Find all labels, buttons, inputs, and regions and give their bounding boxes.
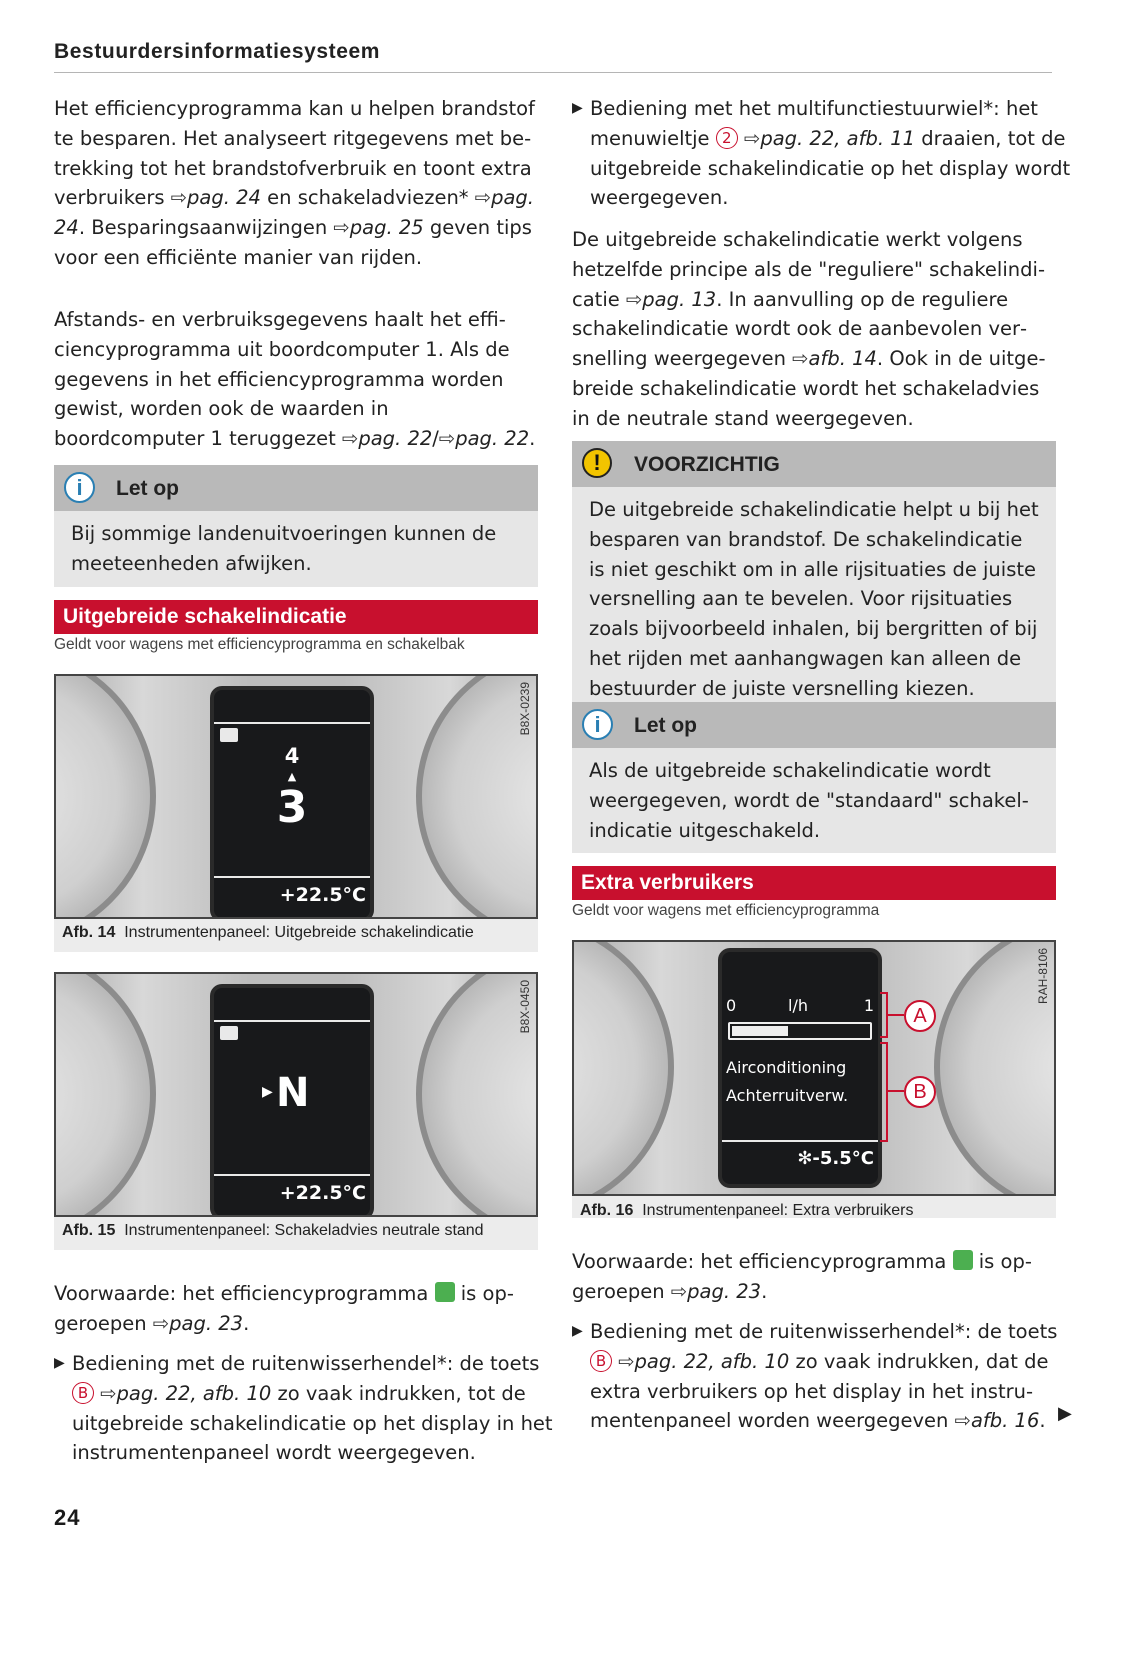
page-ref-link[interactable]: afb. 14 [808, 347, 877, 371]
figure-14 [54, 674, 538, 952]
note-body: Bij sommige landenuitvoeringen kunnen de meeteenheden afwijken. [71, 522, 497, 575]
key-2-icon: 2 [716, 127, 738, 149]
note-header [572, 702, 1056, 748]
caution-body: De uitgebreide schakelindicatie helpt u bij het besparen van brandstof. De schakelindicatie is niet geschikt om in alle rijsituaties de juiste versnelling aan te bevelen. Voor rijsituaties zoals bijvoorbeeld inhalen, bij bergritten of bij het rijden met aanhangwagen kan alleen de bestuurder de juiste versnelling kiezen. [589, 498, 1039, 700]
instruction-bullet [572, 94, 1074, 213]
text: en schakeladviezen* [260, 186, 475, 210]
arrow-icon: ⇨ [625, 287, 643, 311]
note-title: Let op [116, 477, 179, 500]
bracket-a [880, 992, 888, 1038]
caution-title: VOORZICHTIG [634, 453, 780, 476]
figure-code: B8X-0450 [518, 980, 532, 1034]
text: Voorwaarde: het efficiencyprogramma [572, 1250, 953, 1273]
figure-caption [62, 1222, 484, 1240]
consumer-item: Achterruitverw. [726, 1086, 849, 1105]
text: . Ook in de uitgebreide schakelindicatie wordt het schakeladvies in de neutrale stand weergegeven. [572, 347, 1046, 430]
page-ref-link[interactable]: pag. 23 [687, 1279, 762, 1303]
text: . Besparingsaanwijzingen [78, 216, 334, 240]
page-ref-link[interactable]: pag. 22, afb. 11 [760, 126, 916, 150]
caution-box [572, 441, 1056, 712]
text: zo vaak indrukken, tot de uitgebreide schakelindicatie op het display in het instrumentenpaneel wordt weergegeven. [72, 1381, 553, 1465]
header-title: Bestuurdersinformatiesysteem [54, 40, 381, 63]
outside-temperature: +22.5°C [279, 884, 366, 906]
efficiency-program-icon [953, 1250, 973, 1270]
page-ref-link[interactable]: pag. 13 [642, 287, 717, 311]
text: . [761, 1279, 768, 1303]
note-box [572, 702, 1056, 853]
running-header [54, 38, 1052, 73]
display-divider [214, 876, 370, 878]
scale-unit: l/h [788, 996, 808, 1015]
figure-caption [580, 1202, 913, 1220]
figure-code: RAH-8106 [1036, 948, 1050, 1005]
caption-text: Instrumentenpaneel: Uitgebreide schakelindicatie [124, 924, 474, 941]
current-gear: N [276, 1070, 310, 1116]
arrow-icon: ⇨ [100, 1381, 117, 1405]
note-header [54, 465, 538, 511]
text: Bediening met de ruitenwisserhendel*: de toets [72, 1352, 540, 1375]
instrument-panel-image [54, 674, 538, 919]
note-title: Let op [634, 714, 697, 737]
key-b-icon: B [590, 1350, 612, 1372]
figure-15 [54, 972, 538, 1250]
caution-header [572, 441, 1056, 487]
page-ref-link[interactable]: pag. 22, afb. 10 [116, 1381, 272, 1405]
arrow-icon: ⇨ [333, 216, 350, 240]
page-ref-link[interactable]: pag. 22 [358, 427, 433, 451]
text: is opgeroepen [572, 1250, 1032, 1303]
precondition-paragraph [54, 1279, 538, 1339]
page-ref-link[interactable]: pag. 25 [349, 216, 424, 240]
efficiency-program-icon [435, 1282, 455, 1302]
instrument-panel-image [572, 940, 1056, 1196]
text: is opgeroepen [54, 1282, 514, 1335]
text: . [243, 1311, 250, 1335]
current-gear: 3 [276, 782, 308, 833]
callout-b: B [904, 1076, 936, 1108]
consumer-item: Airconditioning [726, 1058, 847, 1077]
figure-label: Afb. 15 [62, 1222, 116, 1239]
efficiency-icon [220, 728, 238, 742]
note-box [54, 465, 538, 587]
leader-line [888, 1090, 904, 1092]
leader-line [888, 1014, 904, 1016]
text: Bediening met de ruitenwisserhendel*: de toets [590, 1320, 1058, 1343]
outside-temperature: +22.5°C [279, 1182, 366, 1204]
arrow-icon: ⇨ [792, 347, 809, 371]
display-divider [214, 722, 370, 724]
arrow-icon: ⇨ [743, 126, 761, 150]
principle-paragraph [572, 225, 1056, 434]
text: . [529, 427, 536, 451]
text: Het efficiencyprogramma kan u helpen brandstof te besparen. Het analyseert ritgegevens met betrekking tot het brandstofverbruik en toont extra verbruikers [54, 97, 535, 210]
page-ref-link[interactable]: pag. 24 [54, 186, 534, 240]
text: Bediening met het multifunctiestuurwiel*: het menuwieltje [590, 97, 1038, 150]
section-subtitle: Geldt voor wagens met efficiencyprogramma en schakelbak [54, 636, 465, 653]
arrow-icon: ⇨ [670, 1279, 688, 1303]
gear-up-arrow-icon: ▲ [287, 770, 297, 783]
arrow-icon: ⇨ [342, 427, 359, 451]
text: . In aanvulling op de reguliere schakelindicatie wordt ook de aanbevolen versnelling weergegeven [572, 287, 1028, 371]
continue-arrow-icon: ▶ [1058, 1403, 1072, 1424]
arrow-icon: ⇨ [438, 427, 456, 451]
consumption-bar-fill [732, 1026, 788, 1036]
intro-paragraph [54, 94, 538, 273]
bullet-icon: ▶ [572, 1323, 583, 1339]
section-title: Uitgebreide schakelindicatie [54, 600, 538, 634]
text: zo vaak indrukken, dat de extra verbruikers op het display in het instrumentenpaneel worden weergegeven [590, 1349, 1049, 1433]
separator: / [432, 427, 439, 451]
callout-a: A [904, 1000, 936, 1032]
text: draaien, tot de uitgebreide schakelindicatie op het display wordt weergegeven. [590, 126, 1071, 210]
caption-text: Instrumentenpaneel: Extra verbruikers [642, 1202, 914, 1219]
arrow-icon: ⇨ [474, 186, 492, 210]
arrow-icon: ⇨ [152, 1311, 170, 1335]
precondition-paragraph [572, 1247, 1056, 1307]
text: Afstands- en verbruiksgegevens haalt het efficiencyprogramma uit boordcomputer 1. Als de gegevens in het efficiencyprogramma worden gewist, worden ook de waarden in boordcomputer 1 teruggezet [54, 308, 510, 451]
driver-display [210, 984, 374, 1217]
outside-temperature: ✻-5.5°C [797, 1148, 874, 1169]
page-ref-link[interactable]: pag. 22 [455, 427, 530, 451]
page-ref-link[interactable]: pag. 23 [169, 1311, 244, 1335]
bracket-b [880, 1042, 888, 1142]
page-ref-link[interactable]: pag. 22, afb. 10 [634, 1349, 790, 1373]
bullet-icon: ▶ [54, 1355, 65, 1371]
page-number: 24 [54, 1505, 81, 1530]
figure-label: Afb. 16 [580, 1202, 634, 1219]
instruction-bullet [54, 1349, 556, 1468]
efficiency-icon [220, 1026, 238, 1040]
arrow-icon: ⇨ [618, 1349, 635, 1373]
reset-paragraph [54, 305, 538, 454]
text: . [1039, 1409, 1046, 1433]
left-gauge [572, 940, 674, 1196]
figure-label: Afb. 14 [62, 924, 116, 941]
driver-display [718, 948, 882, 1188]
recommended-gear: 4 [284, 744, 300, 768]
display-divider [722, 1140, 878, 1142]
key-b-icon: B [72, 1382, 94, 1404]
figure-caption [62, 924, 474, 942]
driver-display [210, 686, 374, 919]
scale-min: 0 [726, 996, 737, 1015]
section-title: Extra verbruikers [572, 866, 1056, 900]
arrow-icon: ⇨ [170, 186, 188, 210]
page-ref-link[interactable]: pag. 24 [187, 186, 261, 210]
bullet-icon: ▶ [572, 100, 583, 116]
neutral-arrow-icon: ▶ [262, 1084, 273, 1100]
scale-max: 1 [863, 996, 874, 1015]
text: geven tips voor een efficiënte manier van rijden. [54, 216, 532, 269]
consumption-bar [728, 1022, 872, 1040]
instruction-bullet [572, 1317, 1074, 1436]
page-ref-link[interactable]: afb. 16 [970, 1409, 1040, 1433]
note-body: Als de uitgebreide schakelindicatie wordt weergegeven, wordt de "standaard" schakelindicatie uitgeschakeld. [589, 759, 1029, 842]
info-icon: i [582, 709, 613, 740]
info-icon: i [64, 472, 95, 503]
figure-16 [572, 940, 1056, 1218]
left-gauge [54, 972, 156, 1217]
text: De uitgebreide schakelindicatie werkt volgens hetzelfde principe als de "reguliere" schakelindicatie [572, 228, 1045, 311]
left-gauge [54, 674, 156, 919]
display-divider [214, 1020, 370, 1022]
caption-text: Instrumentenpaneel: Schakeladvies neutrale stand [124, 1222, 484, 1239]
display-divider [214, 1174, 370, 1176]
warning-icon: ! [582, 448, 612, 478]
section-subtitle: Geldt voor wagens met efficiencyprogramma [572, 902, 880, 919]
arrow-icon: ⇨ [954, 1409, 971, 1433]
instrument-panel-image [54, 972, 538, 1217]
text: Voorwaarde: het efficiencyprogramma [54, 1282, 435, 1305]
figure-code: B8X-0239 [518, 682, 532, 736]
